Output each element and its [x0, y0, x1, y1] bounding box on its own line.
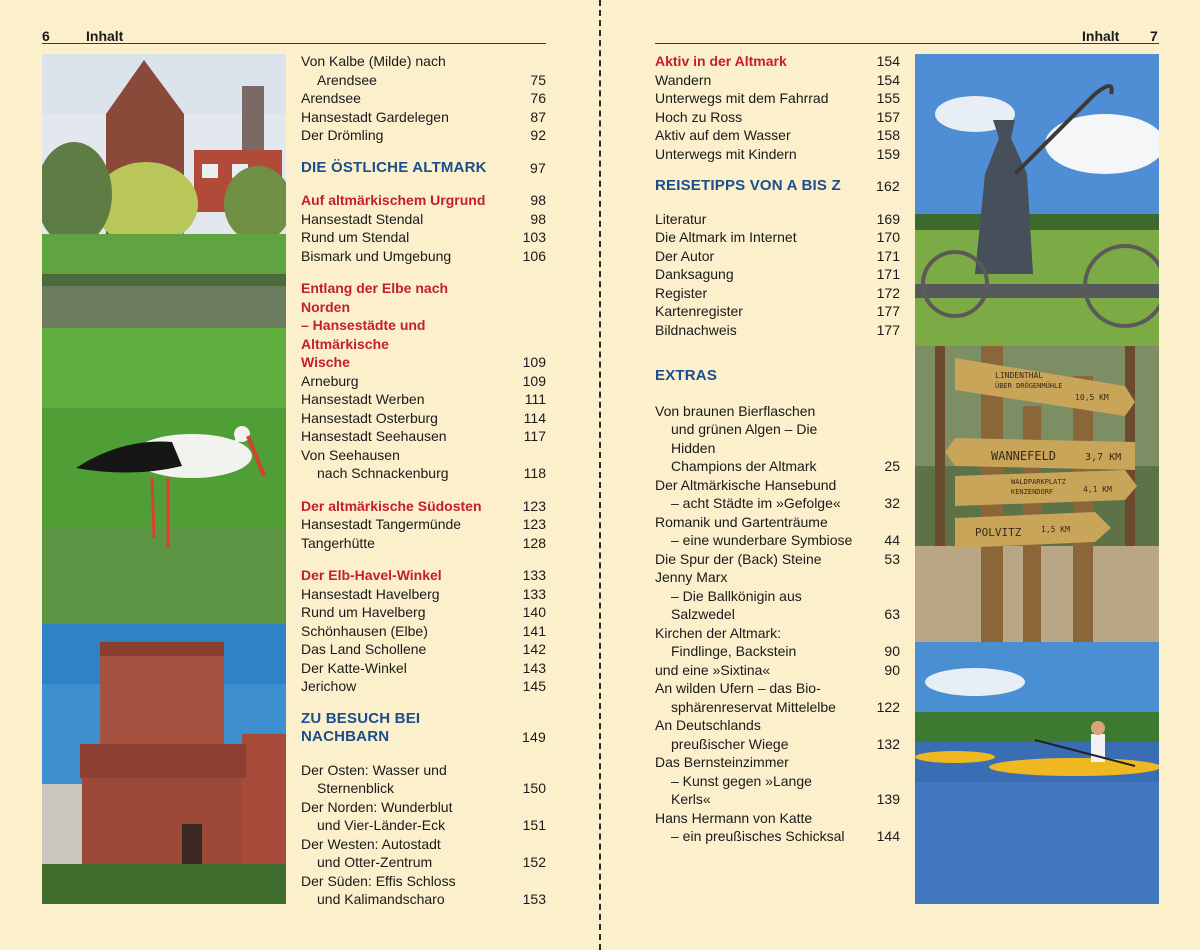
- toc-entry-title: – ein preußisches Schicksal: [671, 828, 845, 844]
- toc-entry[interactable]: [301, 872, 546, 909]
- toc-entry[interactable]: [301, 640, 546, 659]
- toc-entry[interactable]: [655, 247, 900, 266]
- toc-entry-title: Die Altmark im Internet: [655, 229, 797, 245]
- toc-entry[interactable]: [301, 603, 546, 622]
- toc-list-right: [655, 52, 900, 846]
- toc-page-number: 132: [876, 735, 900, 752]
- toc-page-number: 114: [523, 409, 546, 426]
- toc-entry-title: Register: [655, 284, 708, 301]
- toc-page-number: 154: [876, 71, 900, 88]
- toc-page-number: 142: [522, 641, 546, 657]
- toc-entry-title: Der Norden: Wunderblut: [301, 798, 453, 815]
- toc-entry-title: und eine »Sixtina«: [655, 661, 771, 678]
- toc-entry[interactable]: [655, 568, 900, 624]
- toc-chapter-title: Der Elb-Havel-Winkel: [301, 567, 442, 583]
- toc-entry[interactable]: [655, 679, 900, 716]
- toc-entry[interactable]: [655, 145, 900, 164]
- toc-page-number: 25: [884, 458, 900, 474]
- toc-entry[interactable]: [301, 89, 546, 108]
- toc-entry-title: und grünen Algen – Die Hidden: [671, 421, 818, 456]
- photo-stork-meadow: [42, 328, 286, 624]
- toc-page-number: 140: [522, 604, 546, 620]
- toc-page-number: 172: [876, 284, 900, 301]
- toc-entry-title: Champions der Altmark: [671, 458, 817, 474]
- toc-chapter-title: Aktiv in der Altmark: [655, 53, 787, 69]
- toc-entry-title: Findlinge, Backstein: [671, 643, 797, 659]
- toc-entry-title: Rund um Stendal: [301, 229, 410, 245]
- sign-text: 1,5 KM: [1041, 525, 1070, 534]
- toc-entry-title: Das Bernsteinzimmer: [655, 754, 789, 770]
- toc-entry[interactable]: [301, 798, 546, 835]
- right-page: [600, 0, 1200, 950]
- toc-entry[interactable]: [301, 515, 546, 534]
- toc-entry[interactable]: [301, 191, 546, 210]
- toc-entry[interactable]: [301, 247, 546, 266]
- toc-page-number: 117: [523, 428, 546, 444]
- toc-entry[interactable]: [301, 497, 546, 516]
- toc-page-number: 123: [522, 497, 546, 514]
- toc-entry[interactable]: [301, 390, 546, 409]
- toc-page-number: 170: [876, 229, 900, 245]
- toc-entry-title: Romanik und Gartenträume: [655, 513, 828, 530]
- sign-text: 4,1 KM: [1083, 485, 1112, 494]
- toc-entry-title: Bismark und Umgebung: [301, 247, 452, 264]
- sign-text: WANNEFELD: [991, 449, 1057, 463]
- toc-entry-title: Das Land Schollene: [301, 641, 427, 657]
- toc-page-number: 155: [876, 90, 900, 106]
- toc-page-number: 158: [876, 127, 900, 143]
- toc-section-heading[interactable]: [655, 177, 900, 196]
- toc-entry[interactable]: [655, 661, 900, 680]
- page-header-right: Inhalt: [1082, 28, 1120, 44]
- toc-entry-title: und Kalimandscharo: [317, 891, 445, 907]
- toc-entry-title: Unterwegs mit dem Fahrrad: [655, 90, 829, 106]
- page-number-right: 7: [1150, 28, 1158, 44]
- toc-page-number: 98: [530, 192, 546, 208]
- toc-entry-title: Wandern: [655, 71, 712, 88]
- toc-entry-title: Von Kalbe (Milde) nach: [301, 53, 446, 69]
- toc-entry-title: Danksagung: [655, 266, 734, 282]
- toc-entry[interactable]: [301, 126, 546, 145]
- toc-chapter-title: Wische: [301, 354, 350, 370]
- toc-page-number: 118: [523, 465, 546, 481]
- toc-entry[interactable]: [301, 585, 546, 604]
- toc-page-number: 90: [884, 643, 900, 659]
- toc-page-number: 139: [876, 791, 900, 807]
- toc-page-number: 76: [530, 90, 546, 106]
- toc-entry-title: nach Schnackenburg: [317, 465, 449, 481]
- toc-entry-title: Die Spur der (Back) Steine: [655, 550, 822, 567]
- toc-entry-title: – Kunst gegen »Lange Kerls«: [671, 772, 812, 807]
- toc-entry[interactable]: [655, 284, 900, 303]
- toc-page-number: 177: [876, 321, 900, 338]
- toc-page-number: 90: [884, 661, 900, 678]
- toc-entry[interactable]: [655, 71, 900, 90]
- toc-entry[interactable]: [301, 409, 546, 428]
- toc-entry[interactable]: [655, 753, 900, 809]
- toc-entry[interactable]: [301, 761, 546, 798]
- toc-page-number: 171: [876, 247, 900, 264]
- toc-entry[interactable]: [301, 566, 546, 585]
- toc-entry-title: Hoch zu Ross: [655, 108, 743, 125]
- toc-page-number: 106: [522, 247, 546, 264]
- toc-page-number: 109: [522, 372, 546, 389]
- toc-entry-title: Hansestadt Seehausen: [301, 428, 447, 444]
- toc-entry-title: Kartenregister: [655, 303, 743, 319]
- toc-entry-title: Der Drömling: [301, 127, 384, 143]
- toc-page-number: 103: [522, 229, 546, 245]
- toc-entry-title: Arendsee: [317, 71, 377, 88]
- toc-entry-title: Arneburg: [301, 372, 359, 389]
- toc-entry-title: sphärenreservat Mittelelbe: [671, 698, 836, 715]
- toc-entry[interactable]: [655, 265, 900, 284]
- toc-entry-title: Der Autor: [655, 247, 715, 264]
- toc-page-number: 92: [530, 127, 546, 143]
- sign-text: 3,7 KM: [1085, 452, 1122, 463]
- toc-entry[interactable]: [655, 89, 900, 108]
- toc-page-number: 97: [530, 159, 546, 176]
- toc-entry-title: Der Katte-Winkel: [301, 659, 407, 676]
- toc-page-number: 154: [876, 53, 900, 69]
- toc-entry-title: Sternenblick: [317, 780, 395, 796]
- photo-brick-tower: [42, 624, 286, 904]
- toc-entry[interactable]: [655, 716, 900, 753]
- toc-chapter-title: Der altmärkische Südosten: [301, 497, 482, 514]
- toc-page-number: 159: [876, 145, 900, 162]
- toc-entry-title: Hansestadt Gardelegen: [301, 108, 449, 125]
- toc-entry-title: Literatur: [655, 210, 707, 227]
- page-number-left: 6: [42, 28, 50, 44]
- toc-page-number: 133: [522, 567, 546, 583]
- toc-entry[interactable]: [301, 659, 546, 678]
- toc-entry[interactable]: [655, 624, 900, 661]
- sign-text: ÜBER DRÖGENMÜHLE: [995, 382, 1063, 390]
- toc-entry[interactable]: [655, 513, 900, 550]
- toc-entry-title: Bildnachweis: [655, 321, 737, 338]
- toc-page-number: 144: [876, 828, 900, 844]
- toc-section-title: ZU BESUCH BEI NACHBARN: [301, 709, 421, 745]
- sign-text: 10,5 KM: [1075, 393, 1109, 402]
- photo-kayaks-river: [915, 642, 1159, 904]
- toc-entry-title: Von braunen Bierflaschen: [655, 402, 816, 419]
- toc-page-number: 123: [522, 516, 546, 532]
- toc-entry-title: Der Süden: Effis Schloss: [301, 872, 456, 889]
- toc-entry-title: Von Seehausen: [301, 446, 400, 463]
- toc-entry[interactable]: [655, 321, 900, 340]
- toc-entry[interactable]: [301, 210, 546, 229]
- toc-entry[interactable]: [301, 52, 546, 89]
- toc-entry[interactable]: [301, 835, 546, 872]
- toc-page-number: 75: [530, 71, 546, 88]
- toc-page-number: 87: [530, 108, 546, 125]
- toc-page-number: 122: [876, 698, 900, 715]
- toc-entry-title: Hansestadt Tangermünde: [301, 516, 462, 532]
- page-header-left: Inhalt: [86, 28, 124, 44]
- toc-entry-title: Hansestadt Werben: [301, 391, 425, 407]
- toc-section-title: DIE ÖSTLICHE ALTMARK: [301, 158, 487, 176]
- toc-entry-title: Hans Hermann von Katte: [655, 809, 813, 826]
- toc-page-number: 152: [522, 854, 546, 870]
- toc-entry[interactable]: [655, 550, 900, 569]
- toc-page-number: 162: [876, 178, 900, 194]
- toc-page-number: 145: [522, 678, 546, 694]
- toc-page-number: 143: [522, 659, 546, 676]
- toc-entry-title: Aktiv auf dem Wasser: [655, 127, 791, 143]
- toc-entry[interactable]: [655, 476, 900, 513]
- photo-statue-field: [915, 54, 1159, 346]
- toc-section-heading[interactable]: [301, 159, 546, 178]
- toc-chapter-title: Entlang der Elbe nach Norden: [301, 280, 449, 315]
- toc-entry[interactable]: [655, 302, 900, 321]
- toc-entry[interactable]: [301, 622, 546, 641]
- toc-page-number: 177: [876, 303, 900, 319]
- photo-church-garden: [42, 54, 286, 328]
- toc-entry[interactable]: [301, 427, 546, 446]
- toc-entry-title: Hansestadt Osterburg: [301, 409, 438, 426]
- toc-list-left: [301, 52, 546, 909]
- toc-entry-title: und Vier-Länder-Eck: [317, 817, 446, 833]
- toc-page-number: 98: [530, 210, 546, 227]
- toc-entry-title: Tangerhütte: [301, 534, 375, 551]
- toc-entry[interactable]: [301, 279, 546, 372]
- toc-entry[interactable]: [655, 126, 900, 145]
- toc-entry-title: Unterwegs mit Kindern: [655, 145, 797, 162]
- sign-text: LINDENTHAL: [995, 371, 1044, 380]
- toc-page-number: 133: [522, 585, 546, 602]
- toc-page-number: 32: [884, 495, 900, 511]
- toc-page-number: 169: [876, 210, 900, 227]
- toc-page-number: 128: [522, 534, 546, 551]
- toc-page-number: 44: [884, 532, 900, 548]
- sign-text: WALDPARKPLATZ: [1011, 478, 1066, 486]
- toc-entry-title: – eine wunderbare Symbiose: [671, 532, 853, 548]
- toc-page-number: 150: [522, 780, 546, 796]
- toc-entry[interactable]: [301, 534, 546, 553]
- toc-page-number: 149: [522, 729, 546, 745]
- photo-signposts-forest: [915, 346, 1159, 642]
- toc-entry-title: Hansestadt Stendal: [301, 210, 424, 227]
- toc-page-number: 153: [522, 891, 546, 907]
- toc-entry[interactable]: [655, 402, 900, 476]
- toc-entry-title: An wilden Ufern – das Bio-: [655, 680, 821, 696]
- toc-entry[interactable]: [301, 677, 546, 696]
- toc-entry[interactable]: [301, 108, 546, 127]
- toc-entry-title: und Otter-Zentrum: [317, 854, 433, 870]
- toc-section-title: EXTRAS: [655, 367, 718, 384]
- toc-section-title: REISETIPPS VON A BIS Z: [655, 177, 841, 194]
- toc-entry-title: Hansestadt Havelberg: [301, 585, 440, 602]
- toc-entry-title: – Die Ballkönigin aus Salzwedel: [671, 587, 802, 622]
- toc-entry-title: Jenny Marx: [655, 569, 728, 585]
- toc-entry[interactable]: [655, 52, 900, 71]
- toc-entry[interactable]: [655, 228, 900, 247]
- toc-entry-title: Der Osten: Wasser und: [301, 761, 447, 778]
- toc-page-number: 63: [884, 606, 900, 622]
- toc-section-heading[interactable]: [301, 710, 546, 747]
- toc-entry-title: Kirchen der Altmark:: [655, 624, 782, 641]
- toc-page-number: 111: [524, 391, 546, 407]
- header-rule-right: [655, 43, 1159, 44]
- toc-entry[interactable]: [655, 108, 900, 127]
- toc-entry-title: An Deutschlands: [655, 717, 761, 733]
- toc-chapter-title: Auf altmärkischem Urgrund: [301, 192, 486, 208]
- toc-page-number: 141: [522, 622, 546, 639]
- toc-entry-title: Schönhausen (Elbe): [301, 622, 428, 639]
- toc-page-number: 151: [522, 817, 546, 833]
- toc-page-number: 53: [884, 550, 900, 567]
- toc-entry-title: Der Westen: Autostadt: [301, 835, 441, 852]
- header-rule-left: [42, 43, 546, 44]
- toc-entry-title: Jerichow: [301, 678, 357, 694]
- toc-entry[interactable]: [301, 446, 546, 483]
- toc-page-number: 171: [876, 266, 900, 282]
- toc-section-heading[interactable]: [655, 367, 900, 386]
- toc-entry-title: Arendsee: [301, 90, 361, 106]
- toc-page-number: 157: [876, 108, 900, 125]
- sign-text: POLVITZ: [975, 526, 1022, 539]
- toc-entry-title: Der Altmärkische Hansebund: [655, 476, 837, 493]
- toc-entry[interactable]: [655, 210, 900, 229]
- toc-entry[interactable]: [301, 372, 546, 391]
- sign-text: KENZENDORF: [1011, 488, 1054, 496]
- toc-entry[interactable]: [655, 809, 900, 846]
- toc-page-number: 109: [522, 354, 546, 370]
- toc-entry-title: – acht Städte im »Gefolge«: [671, 495, 841, 511]
- toc-chapter-title: – Hansestädte und Altmärkische: [301, 317, 426, 352]
- toc-entry-title: Rund um Havelberg: [301, 604, 426, 620]
- toc-entry-title: preußischer Wiege: [671, 735, 789, 752]
- toc-entry[interactable]: [301, 228, 546, 247]
